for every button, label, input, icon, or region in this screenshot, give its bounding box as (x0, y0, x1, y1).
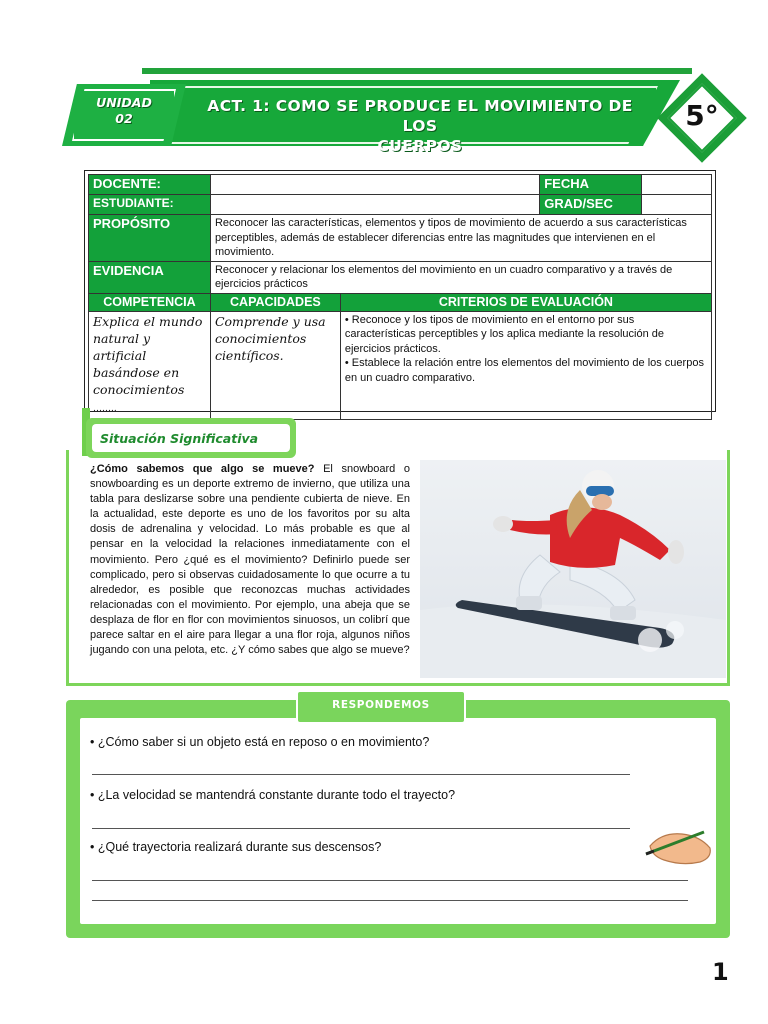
unit-label-line2: 02 (115, 111, 133, 126)
info-table (88, 174, 712, 420)
criterio-2: • Establece la relación entre los elementos del movimiento de los cuerpos en un cuadro comparativo. (344, 357, 704, 384)
estudiante-label: ESTUDIANTE: (89, 195, 211, 215)
answer-line-1[interactable] (92, 774, 630, 775)
situation-text (90, 462, 410, 658)
activity-title-line1: ACT. 1: COMO SE PRODUCE EL MOVIMIENTO DE LOS (207, 97, 633, 135)
criterio-1: • Reconoce y los tipos de movimiento en el entorno por sus características perceptibles y los aplica mediante la resolución de ejercicios prácticos. (344, 313, 665, 355)
grade-label: 5° (685, 99, 719, 132)
header-top-strip (142, 68, 692, 74)
proposito-text: Reconocer las características, elementos y tipos de movimiento de acuerdo a sus características perceptibles, además de establecer diferencias entre las magnitudes que intervienen en el movimiento. (210, 215, 711, 262)
writing-hand-icon (642, 824, 716, 868)
unit-label-line1: UNIDAD (96, 95, 152, 110)
evidencia-label: EVIDENCIA (89, 261, 211, 293)
page-number: 1 (712, 958, 729, 986)
competencia-cell (89, 311, 211, 419)
competencia-dots: …….. (93, 403, 117, 414)
respond-label: RESPONDEMOS (332, 699, 430, 711)
activity-title (190, 96, 650, 156)
proposito-label: PROPÓSITO (89, 215, 211, 262)
gradsec-label: GRAD/SEC (540, 195, 642, 215)
unit-label (82, 95, 166, 127)
activity-title-line2: CUERPOS (377, 137, 463, 155)
docente-field[interactable] (210, 175, 539, 195)
question-1: • ¿Cómo saber si un objeto está en reposo o en movimiento? (90, 735, 430, 749)
fecha-field[interactable] (642, 175, 712, 195)
competencia-header: COMPETENCIA (89, 293, 211, 311)
gradsec-field[interactable] (642, 195, 712, 215)
answer-line-2[interactable] (92, 828, 630, 829)
answer-line-3[interactable] (92, 880, 688, 881)
estudiante-field[interactable] (210, 195, 539, 215)
capacidades-text: Comprende y usa conocimientos científicos. (210, 311, 340, 419)
question-3: • ¿Qué trayectoria realizará durante sus descensos? (90, 840, 382, 854)
criterios-cell (340, 311, 711, 419)
capacidades-header: CAPACIDADES (210, 293, 340, 311)
evidencia-text: Reconocer y relacionar los elementos del movimiento en un cuadro comparativo y a través de ejercicios prácticos (210, 261, 711, 293)
docente-label: DOCENTE: (89, 175, 211, 195)
answer-line-4[interactable] (92, 900, 688, 901)
snowboarder-photo (420, 460, 726, 678)
situation-lead: ¿Cómo sabemos que algo se mueve? (90, 463, 315, 475)
fecha-label: FECHA (540, 175, 642, 195)
competencia-text: Explica el mundo natural y artificial basándose en conocimientos (93, 313, 203, 397)
situation-body: El snowboard o snowboarding es un deporte extremo de invierno, que utiliza una tabla para deslizarse sobre una pendiente cubierta de nieve. En la actualidad, este deporte es uno de los favoritos por su alta dosis de adrenalina y velocidad. Lo más probable es que al pensar en la velocidad la relaciones inmediatamente con el movimiento. Pero ¿qué es el movimiento? Definirlo puede ser complicado, pero si observas cuidadosamente lo que ocurre a tu alrededor, es posible que reconozcas muchas actividades relacionadas con el movimiento. Por ejemplo, una abeja que se desplaza de flor en flor con movimientos sinuosos, un colibrí que parece saltar en el aire para llegar a una flor roja, algunos niños jugando con una pelota, etc. ¿Y cómo sabes que algo se mueve? (90, 463, 410, 657)
question-2: • ¿La velocidad se mantendrá constante durante todo el trayecto? (90, 788, 456, 802)
situation-label: Situación Significativa (100, 431, 259, 446)
criterios-header: CRITERIOS DE EVALUACIÓN (340, 293, 711, 311)
